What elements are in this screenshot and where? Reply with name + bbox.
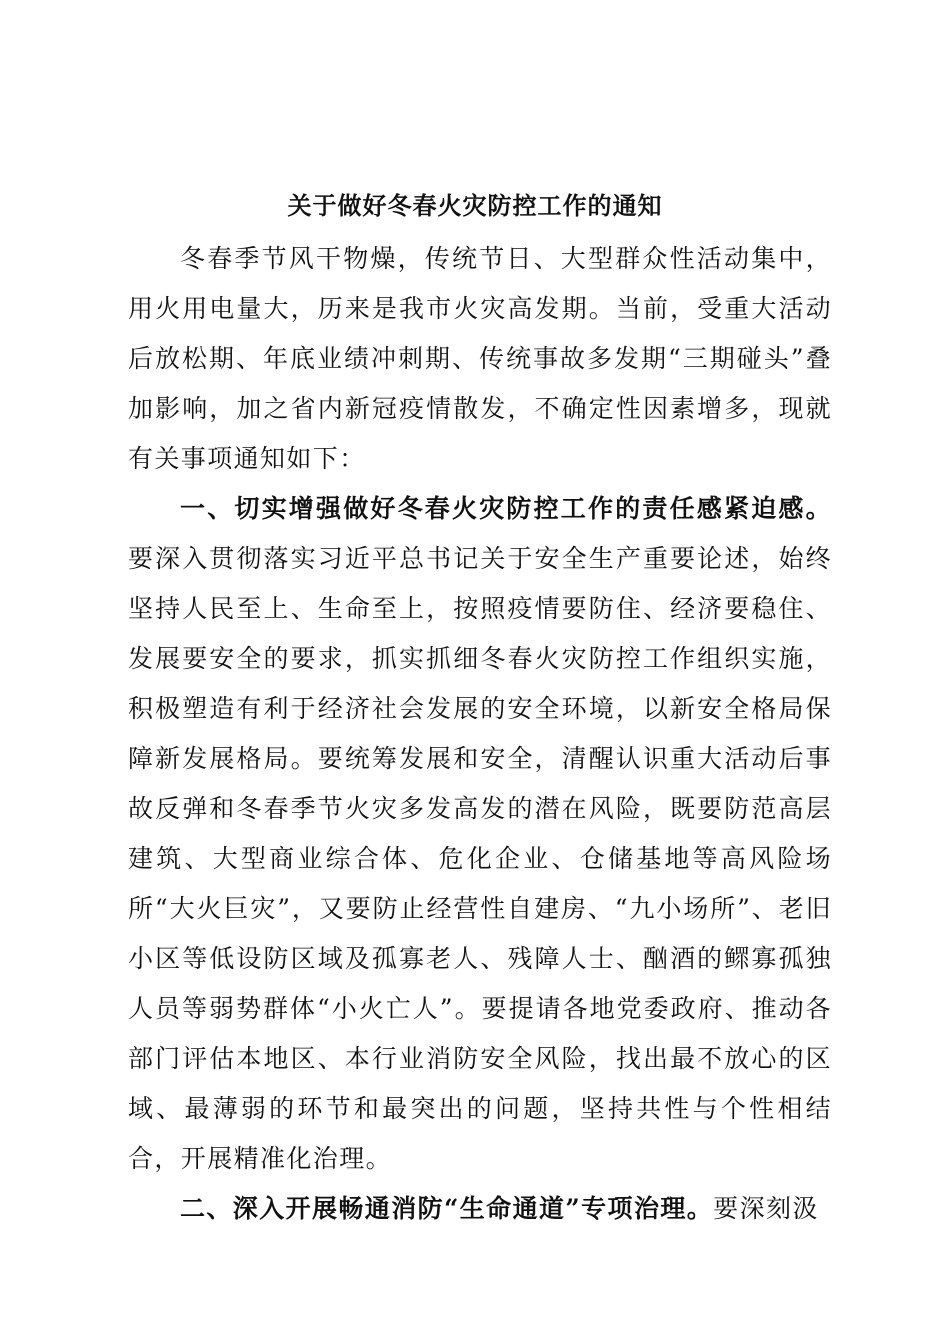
- document-title: 关于做好冬春火灾防控工作的通知: [287, 191, 663, 220]
- section-1-text: 要深入贯彻落实习近平总书记关于安全生产重要论述，始终坚持人民至上、生命至上，按照疫情要防住、经济要稳住、发展要安全的要求，抓实抓细冬春火灾防控工作组织实施，积极塑造有利于经济社会发展的安全环境，以新安全格局保障新发展格局。要统筹发展和安全，清醒认识重大活动后事故反弹和冬春季节火灾多发高发的潜在风险，既要防范高层建筑、大型商业综合体、危化企业、仓储基地等高风险场所“大火巨灾”，又要防止经营性自建房、“九小场所”、老旧小区等低设防区域及孤寡老人、残障人士、酗酒的鳏寡孤独人员等弱势群体“小火亡人”。要提请各地党委政府、推动各部门评估本地区、本行业消防安全风险，找出最不放心的区域、最薄弱的环节和最突出的问题，坚持共性与个性相结合，开展精准化治理。: [128, 544, 832, 1173]
- section-1-paragraph: [128, 484, 832, 1184]
- document-body: [128, 234, 832, 1234]
- section-2-heading: 二、深入开展畅通消防“生命通道”专项治理。: [180, 1194, 714, 1223]
- section-2-paragraph: [128, 1184, 832, 1234]
- section-2-text: 要深刻汲: [713, 1194, 819, 1223]
- intro-paragraph: 冬春季节风干物燥，传统节日、大型群众性活动集中，用火用电量大，历来是我市火灾高发期。当前，受重大活动后放松期、年底业绩冲刺期、传统事故多发期“三期碰头”叠加影响，加之省内新冠疫情散发，不确定性因素增多，现就有关事项通知如下：: [128, 244, 832, 473]
- section-1-heading: 一、切实增强做好冬春火灾防控工作的责任感紧迫感。: [180, 494, 832, 523]
